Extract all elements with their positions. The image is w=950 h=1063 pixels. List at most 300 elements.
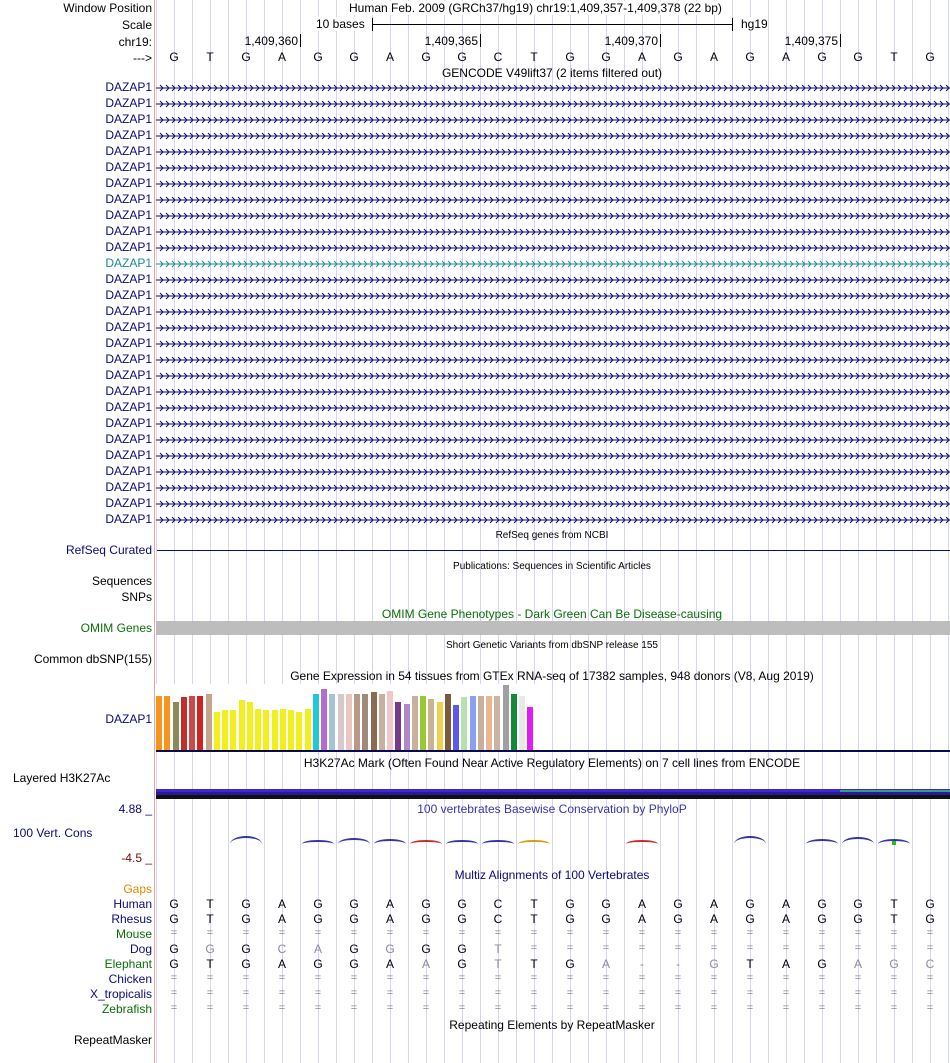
alignment-base: = [710,927,718,939]
reference-base: T [206,50,214,64]
alignment-base: A [421,957,430,971]
alignment-base: G [169,942,179,956]
gtex-tissue-bar[interactable] [371,692,377,750]
alignment-base: = [314,987,322,999]
alignment-base: = [278,1002,286,1014]
gtex-tissue-bar[interactable] [280,709,286,750]
alignment-base: = [242,1002,250,1014]
alignment-base: A [637,897,646,911]
position-tick-mark [840,34,841,47]
gencode-transcript-label[interactable]: DAZAP1 [105,208,152,222]
gtex-title: Gene Expression in 54 tissues from GTEx RNA-seq of 17382 samples, 948 donors (V8, Aug 2019) [290,669,814,683]
alignment-base: G [565,912,575,926]
gencode-transcript-line[interactable] [156,131,950,141]
reference-base: A [385,50,394,64]
alignment-base: = [170,972,178,984]
phylop-ymin: -4.5 _ [121,851,152,865]
phylop-glyph [518,840,550,844]
gtex-tissue-bar[interactable] [321,689,327,750]
alignment-base: G [565,897,575,911]
gencode-transcript-label[interactable]: DAZAP1 [105,96,152,110]
gencode-transcript-line[interactable] [156,387,950,397]
alignment-base: = [782,927,790,939]
alignment-base: = [314,1002,322,1014]
alignment-base: = [206,927,214,939]
gtex-tissue-bar[interactable] [486,696,492,750]
alignment-base: = [818,927,826,939]
alignment-base: = [854,1002,862,1014]
alignment-base: = [566,1002,574,1014]
alignment-base: = [314,972,322,984]
alignment-base: G [853,897,863,911]
gencode-transcript-label[interactable]: DAZAP1 [105,400,152,414]
gencode-transcript-label[interactable]: DAZAP1 [105,448,152,462]
gencode-transcript-label[interactable]: DAZAP1 [105,224,152,238]
alignment-base: = [818,972,826,984]
alignment-base: = [674,1002,682,1014]
alignment-base: G [457,897,467,911]
gtex-tissue-bar[interactable] [189,696,195,750]
alignment-base: G [601,897,611,911]
phylop-glyph [446,840,478,844]
reference-base: T [530,50,538,64]
gencode-transcript-line[interactable] [156,291,950,301]
alignment-base: G [673,912,683,926]
gtex-tissue-bar[interactable] [453,705,459,750]
reference-base: A [637,50,646,64]
alignment-base: = [386,927,394,939]
gtex-tissue-bar[interactable] [527,707,533,750]
gtex-tissue-bar[interactable] [288,710,294,750]
gencode-transcript-label[interactable]: DAZAP1 [105,320,152,334]
gtex-tissue-bar[interactable] [511,694,517,750]
alignment-base: = [386,1002,394,1014]
phylop-title: 100 vertebrates Basewise Conservation by PhyloP [417,802,687,816]
gtex-tissue-bar[interactable] [206,694,212,750]
alignment-base: G [817,897,827,911]
gencode-transcript-label[interactable]: DAZAP1 [105,352,152,366]
alignment-base: = [782,972,790,984]
species-label[interactable]: Human [113,897,152,911]
reference-base: G [421,50,431,64]
alignment-base: = [242,927,250,939]
gencode-transcript-label[interactable]: DAZAP1 [105,496,152,510]
species-label[interactable]: Rhesus [111,912,152,926]
gtex-tissue-bar[interactable] [247,702,253,750]
alignment-base: = [890,972,898,984]
position-tick-mark [300,34,301,47]
assembly-name: hg19 [741,17,768,31]
gencode-transcript-line[interactable] [156,163,950,173]
gencode-transcript-line[interactable] [156,211,950,221]
alignment-base: = [710,987,718,999]
alignment-base: = [278,987,286,999]
alignment-base: T [530,912,538,926]
gtex-tissue-bar[interactable] [239,700,245,750]
alignment-base: T [494,942,502,956]
omim-label[interactable]: OMIM Genes [80,621,152,635]
alignment-base: = [422,972,430,984]
phylop-glyph [302,840,334,844]
gencode-transcript-line[interactable] [156,227,950,237]
phylop-label[interactable]: 100 Vert. Cons [13,826,93,840]
alignment-base: = [818,1002,826,1014]
scale-bar-right-tick [732,18,733,31]
species-label[interactable]: Elephant [104,957,152,971]
alignment-base: = [278,927,286,939]
alignment-base: C [277,942,287,956]
gencode-transcript-line[interactable] [156,115,950,125]
gencode-transcript-label[interactable]: DAZAP1 [105,336,152,350]
gencode-transcript-line[interactable] [156,259,950,269]
gtex-tissue-bar[interactable] [305,709,311,750]
gtex-tissue-bar[interactable] [263,710,269,750]
alignment-base: = [530,972,538,984]
alignment-base: G [745,897,755,911]
strand-label: ---> [133,51,152,65]
gtex-tissue-bar[interactable] [404,704,410,750]
alignment-base: - [640,957,644,971]
h3k27ac-title: H3K27Ac Mark (Often Found Near Active Regulatory Elements) on 7 cell lines from ENCODE [303,756,801,770]
gencode-transcript-label[interactable]: DAZAP1 [105,384,152,398]
alignment-base: G [817,957,827,971]
alignment-base: = [638,1002,646,1014]
alignment-base: G [205,942,215,956]
position-tick-mark [660,34,661,47]
alignment-base: G [457,942,467,956]
alignment-base: = [638,942,646,954]
gtex-tissue-bar[interactable] [437,702,443,750]
alignment-base: G [241,912,251,926]
gencode-transcript-line[interactable] [156,99,950,109]
gencode-transcript-line[interactable] [156,339,950,349]
alignment-base: G [169,912,179,926]
gencode-transcript-line[interactable] [156,179,950,189]
gtex-tissue-bar[interactable] [214,712,220,750]
alignment-base: A [709,897,718,911]
alignment-base: = [602,927,610,939]
gencode-transcript-label[interactable]: DAZAP1 [105,176,152,190]
gtex-tissue-bar[interactable] [503,685,509,750]
alignment-base: A [709,912,718,926]
omim-gene-bar[interactable] [156,621,950,635]
alignment-base: = [674,927,682,939]
alignment-base: = [530,987,538,999]
alignment-base: G [241,942,251,956]
reference-base: G [313,50,323,64]
gtex-tissue-bar[interactable] [197,696,203,750]
gencode-transcript-line[interactable] [156,275,950,285]
alignment-base: = [854,987,862,999]
species-label[interactable]: X_tropicalis [89,987,152,1001]
gencode-transcript-line[interactable] [156,243,950,253]
alignment-base: = [782,987,790,999]
dbsnp-label[interactable]: Common dbSNP(155) [33,652,152,666]
gtex-tissue-bar[interactable] [156,696,162,750]
phylop-glyph [338,838,370,844]
gencode-transcript-line[interactable] [156,435,950,445]
reference-base: G [457,50,467,64]
reference-base: G [817,50,827,64]
alignment-base: = [782,942,790,954]
gencode-transcript-label[interactable]: DAZAP1 [105,432,152,446]
gtex-tissue-bar[interactable] [354,694,360,750]
chrom-label: chr19: [118,35,152,49]
gtex-tissue-bar[interactable] [255,709,261,750]
gtex-tissue-bar[interactable] [222,710,228,750]
species-label[interactable]: Chicken [108,972,152,986]
alignment-base: = [530,942,538,954]
gtex-tissue-bar[interactable] [329,694,335,750]
publications-sequences-label[interactable]: Sequences [91,574,152,588]
alignment-base: A [313,942,322,956]
gtex-gene-bar[interactable] [156,750,950,752]
position-tick-label: 1,409,375 [784,34,838,48]
omim-title: OMIM Gene Phenotypes - Dark Green Can Be Disease-causing [381,607,723,621]
alignment-base: = [926,987,934,999]
alignment-base: = [602,942,610,954]
alignment-base: A [277,912,286,926]
alignment-base: A [637,912,646,926]
gencode-transcript-label[interactable]: DAZAP1 [105,240,152,254]
gencode-transcript-label[interactable]: DAZAP1 [105,288,152,302]
alignment-base: = [926,1002,934,1014]
alignment-base: = [494,972,502,984]
alignment-base: = [746,972,754,984]
gtex-tissue-bar[interactable] [379,694,385,750]
alignment-base: = [710,942,718,954]
gtex-tissue-bar[interactable] [461,697,467,750]
alignment-base: T [530,957,538,971]
alignment-base: = [602,987,610,999]
phylop-glyph [482,840,514,844]
gtex-tissue-bar[interactable] [478,696,484,750]
gencode-transcript-line[interactable] [156,515,950,525]
gencode-transcript-line[interactable] [156,371,950,381]
gencode-transcript-line[interactable] [156,307,950,317]
alignment-base: = [926,942,934,954]
gtex-tissue-bar[interactable] [412,696,418,750]
refseq-feature-line[interactable] [157,550,950,551]
gaps-label[interactable]: Gaps [123,882,152,896]
gencode-transcript-label[interactable]: DAZAP1 [105,112,152,126]
gencode-transcript-line[interactable] [156,323,950,333]
species-label[interactable]: Dog [129,942,152,956]
alignment-base: A [781,957,790,971]
gencode-transcript-label[interactable]: DAZAP1 [105,160,152,174]
repeatmasker-label[interactable]: RepeatMasker [73,1033,152,1047]
alignment-base: G [709,957,719,971]
alignment-base: - [676,957,680,971]
alignment-base: C [493,912,503,926]
gencode-transcript-line[interactable] [156,147,950,157]
alignment-base: G [745,912,755,926]
refseq-label[interactable]: RefSeq Curated [65,543,152,557]
alignment-base: G [457,957,467,971]
alignment-base: = [710,972,718,984]
reference-base: A [709,50,718,64]
gencode-transcript-line[interactable] [156,195,950,205]
alignment-base: = [638,972,646,984]
phylop-glyph [892,841,896,845]
alignment-base: = [242,972,250,984]
gencode-transcript-line[interactable] [156,355,950,365]
gencode-transcript-label[interactable]: DAZAP1 [105,144,152,158]
alignment-base: = [494,987,502,999]
gencode-transcript-line[interactable] [156,499,950,509]
gencode-transcript-label[interactable]: DAZAP1 [105,304,152,318]
reference-base: A [781,50,790,64]
reference-base: G [673,50,683,64]
alignment-base: = [746,927,754,939]
reference-base: G [169,50,179,64]
gtex-tissue-bar[interactable] [494,696,500,750]
alignment-base: G [853,912,863,926]
alignment-base: = [170,1002,178,1014]
gtex-tissue-bar[interactable] [395,702,401,750]
gencode-transcript-label[interactable]: DAZAP1 [105,192,152,206]
gencode-transcript-label[interactable]: DAZAP1 [105,80,152,94]
alignment-base: G [385,942,395,956]
dbsnp-title: Short Genetic Variants from dbSNP release 155 [446,640,658,651]
gtex-tissue-bar[interactable] [387,691,393,750]
publications-title: Publications: Sequences in Scientific Articles [453,561,651,572]
alignment-base: = [854,972,862,984]
reference-base: G [745,50,755,64]
alignment-base: = [530,1002,538,1014]
alignment-base: = [350,972,358,984]
scale-bar [372,24,733,25]
gtex-tissue-bar[interactable] [445,694,451,750]
alignment-base: C [925,957,935,971]
alignment-base: = [170,927,178,939]
reference-base: T [890,50,898,64]
alignment-base: G [349,942,359,956]
gencode-transcript-label[interactable]: DAZAP1 [105,256,152,270]
gtex-tissue-bar[interactable] [181,697,187,750]
gtex-tissue-bar[interactable] [313,694,319,750]
alignment-base: G [241,957,251,971]
gtex-tissue-bar[interactable] [296,712,302,750]
gtex-tissue-bar[interactable] [230,710,236,750]
gtex-tissue-bar[interactable] [272,710,278,750]
gtex-tissue-bar[interactable] [519,696,525,750]
alignment-base: = [890,987,898,999]
gtex-tissue-bar[interactable] [362,694,368,750]
gencode-transcript-line[interactable] [156,451,950,461]
publications-snps-label[interactable]: SNPs [121,590,152,604]
species-label[interactable]: Mouse [115,927,152,941]
alignment-base: = [242,987,250,999]
alignment-base: = [890,942,898,954]
scale-bar-left-tick [372,18,373,31]
gencode-transcript-label[interactable]: DAZAP1 [105,480,152,494]
reference-base: G [565,50,575,64]
gtex-tissue-bar[interactable] [428,699,434,750]
position-tick-label: 1,409,365 [424,34,478,48]
gtex-tissue-bar[interactable] [346,694,352,750]
gencode-transcript-label[interactable]: DAZAP1 [105,512,152,526]
gtex-tissue-bar[interactable] [470,696,476,750]
alignment-base: = [170,987,178,999]
alignment-base: = [494,927,502,939]
alignment-base: A [853,957,862,971]
gencode-transcript-label[interactable]: DAZAP1 [105,416,152,430]
alignment-base: = [530,927,538,939]
position-tick-label: 1,409,360 [244,34,298,48]
alignment-base: T [746,957,754,971]
alignment-base: = [674,942,682,954]
alignment-base: G [565,957,575,971]
species-label[interactable]: Zebrafish [101,1002,152,1016]
alignment-base: G [601,912,611,926]
alignment-base: A [385,957,394,971]
alignment-base: A [385,912,394,926]
alignment-base: G [421,912,431,926]
scale-text: 10 bases [316,17,365,31]
alignment-base: G [421,897,431,911]
alignment-base: = [854,927,862,939]
gtex-tissue-bar[interactable] [173,702,179,750]
alignment-base: = [386,987,394,999]
alignment-base: G [889,957,899,971]
alignment-base: = [890,1002,898,1014]
alignment-base: = [746,987,754,999]
alignment-base: T [206,957,214,971]
alignment-base: = [818,987,826,999]
phylop-glyph [374,839,406,844]
alignment-base: C [493,897,503,911]
alignment-base: = [746,1002,754,1014]
alignment-base: G [925,897,935,911]
gencode-transcript-line[interactable] [156,419,950,429]
gtex-tissue-bar[interactable] [164,696,170,750]
gencode-transcript-label[interactable]: DAZAP1 [105,464,152,478]
alignment-base: T [530,897,538,911]
h3k27ac-label[interactable]: Layered H3K27Ac [13,771,111,785]
repeatmasker-title: Repeating Elements by RepeatMasker [449,1018,655,1032]
alignment-base: = [746,942,754,954]
alignment-base: = [926,972,934,984]
gencode-transcript-label[interactable]: DAZAP1 [105,368,152,382]
alignment-base: G [817,912,827,926]
reference-base: C [493,50,503,64]
gencode-transcript-label[interactable]: DAZAP1 [105,128,152,142]
gencode-transcript-line[interactable] [156,403,950,413]
refseq-title: RefSeq genes from NCBI [495,530,609,541]
alignment-base: = [278,972,286,984]
alignment-base: = [350,987,358,999]
gtex-tissue-bar[interactable] [338,694,344,750]
gtex-gene-label[interactable]: DAZAP1 [105,712,152,726]
gencode-transcript-line[interactable] [156,83,950,93]
alignment-base: = [206,987,214,999]
alignment-base: G [421,942,431,956]
alignment-base: G [169,957,179,971]
alignment-base: = [710,1002,718,1014]
scale-label: Scale [121,18,152,32]
alignment-base: G [169,897,179,911]
gtex-tissue-bar[interactable] [420,696,426,750]
gencode-transcript-line[interactable] [156,467,950,477]
alignment-base: = [422,1002,430,1014]
alignment-base: A [781,897,790,911]
alignment-base: = [890,927,898,939]
gencode-transcript-label[interactable]: DAZAP1 [105,272,152,286]
alignment-base: G [313,897,323,911]
alignment-base: = [566,942,574,954]
gencode-transcript-line[interactable] [156,483,950,493]
